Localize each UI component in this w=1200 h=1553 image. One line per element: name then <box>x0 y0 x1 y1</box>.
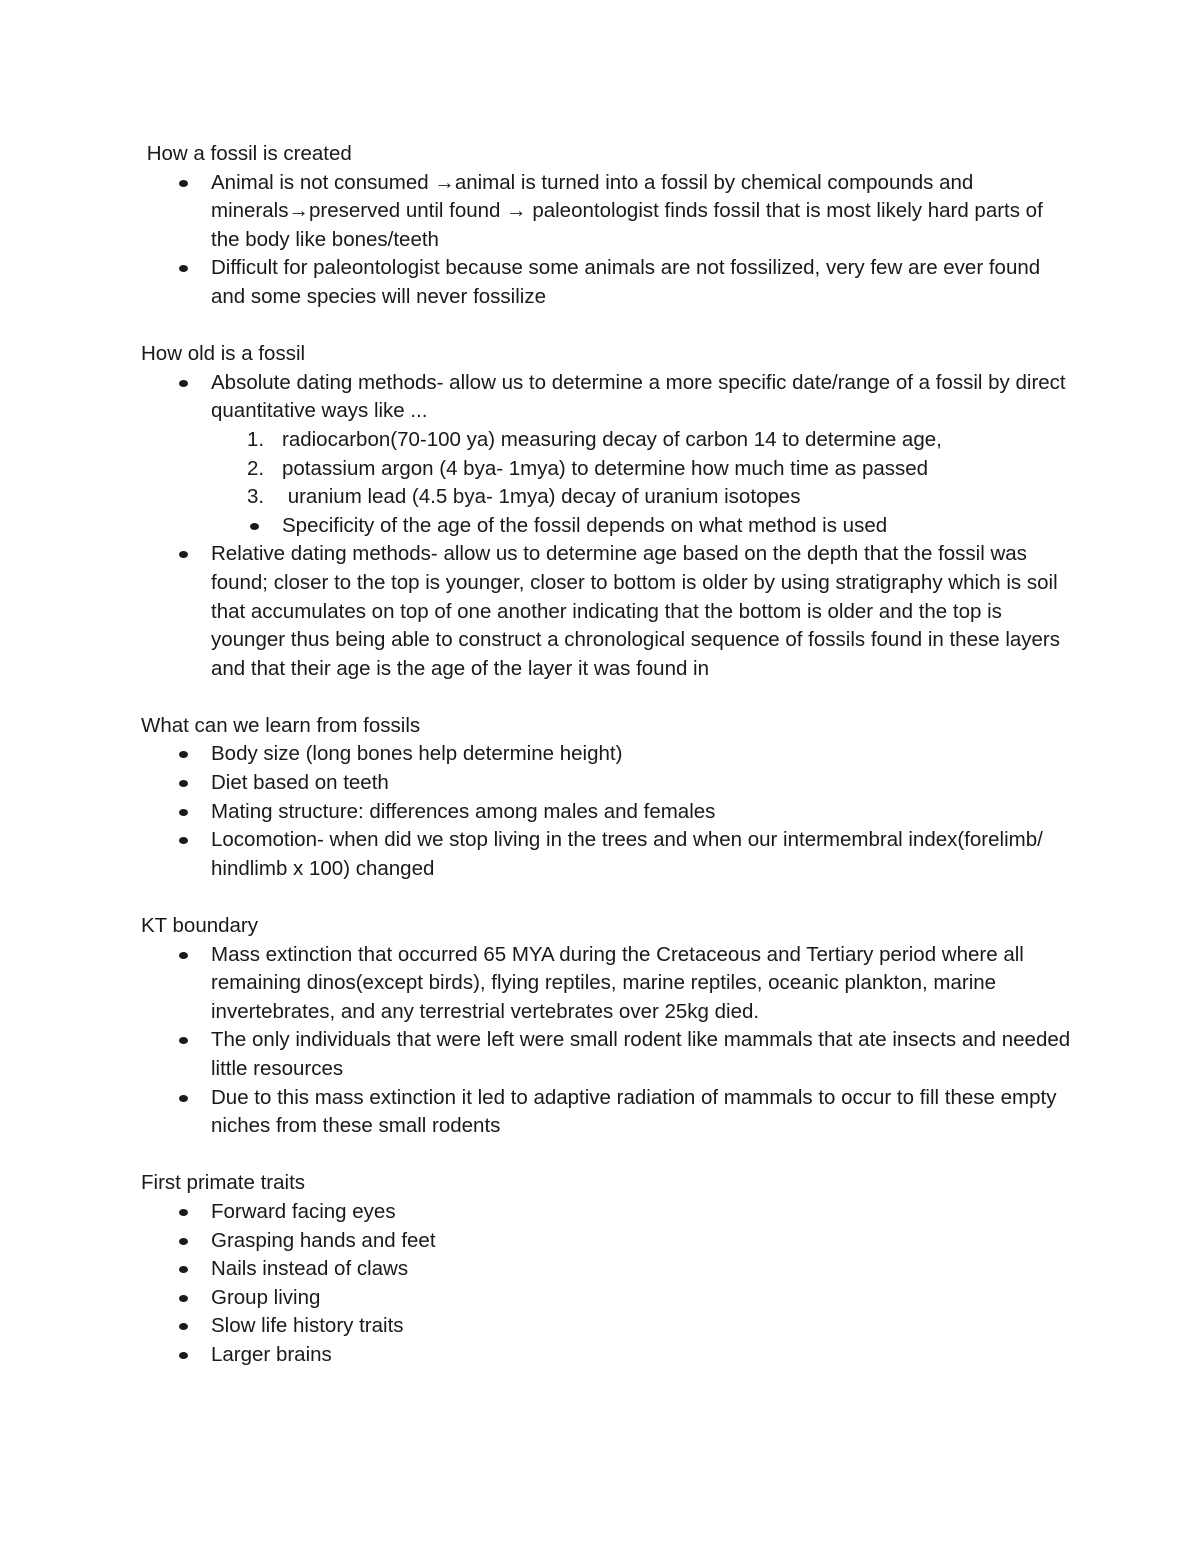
numbered-item-text: potassium argon (4 bya- 1mya) to determine how much time as passed <box>282 456 929 480</box>
section-heading: How old is a fossil <box>141 342 306 366</box>
list-item <box>141 798 1071 827</box>
list-item <box>141 1198 1071 1227</box>
list-item <box>141 1227 1071 1256</box>
list-item-text: Nails instead of claws <box>211 1257 409 1281</box>
list-item <box>141 540 1071 683</box>
section-heading: How a fossil is created <box>141 142 352 165</box>
section-fossil-learnings <box>141 712 1071 884</box>
list-item <box>141 369 1071 541</box>
list-item-text: Larger brains <box>211 1342 332 1366</box>
list-item-text: Mating structure: differences among males and females <box>211 799 716 823</box>
bullet-list <box>141 740 1071 883</box>
list-item-text: Grasping hands and feet <box>211 1228 436 1252</box>
section-kt-boundary <box>141 912 1076 1141</box>
sub-bullet-list <box>211 512 1071 541</box>
list-item <box>141 1255 1071 1284</box>
list-item <box>141 1312 1071 1341</box>
list-item <box>141 1084 1071 1141</box>
list-item <box>141 769 1071 798</box>
list-item-text: Relative dating methods- allow us to determine age based on the depth that the fossil was found; closer to the top is younger, closer to bottom is older by using stratigraphy which is soil that accumulates on top of one another indicating that the bottom is older and the top is younger thus being able to construct a chronological sequence of fossils found in these layers and that their age is the age of the layer it was found in <box>211 542 1066 680</box>
list-item-text: Body size (long bones help determine height) <box>211 742 623 766</box>
section-heading: First primate traits <box>141 1171 306 1195</box>
list-item-text: The only individuals that were left were small rodent like mammals that ate insects and needed little resources <box>211 1028 1076 1080</box>
list-item-text: Animal is not consumed →animal is turned into a fossil by chemical compounds and minerals→preserved until found → paleontologist finds fossil that is most likely hard parts of the body like bones/teeth <box>211 170 1049 251</box>
sub-list-item-text: Specificity of the age of the fossil depends on what method is used <box>282 513 888 537</box>
numbered-item <box>141 455 1071 484</box>
bullet-list <box>141 369 1071 684</box>
item-number: 1. <box>247 427 265 451</box>
numbered-item-text: uranium lead (4.5 bya- 1mya) decay of uranium isotopes <box>282 485 801 509</box>
section-heading: What can we learn from fossils <box>141 713 421 737</box>
list-item <box>141 1284 1071 1313</box>
list-item <box>141 1026 1076 1083</box>
list-item <box>141 826 1071 883</box>
numbered-list <box>211 426 1071 512</box>
list-item-text: Forward facing eyes <box>211 1199 396 1223</box>
section-heading: KT boundary <box>141 914 259 938</box>
list-item <box>141 169 1071 255</box>
numbered-item-text: radiocarbon(70-100 ya) measuring decay of carbon 14 to determine age, <box>282 427 942 451</box>
bullet-list <box>141 1198 1071 1370</box>
list-item-text: Group living <box>211 1285 321 1309</box>
item-number: 3. <box>247 485 265 509</box>
section-fossil-age <box>141 340 1071 683</box>
numbered-item <box>141 483 1071 512</box>
list-item-text: Absolute dating methods- allow us to determine a more specific date/range of a fossil by direct quantitative ways like ... <box>211 370 1072 423</box>
list-item <box>141 740 1071 769</box>
list-item-text: Diet based on teeth <box>211 771 389 795</box>
list-item-text: Mass extinction that occurred 65 MYA during the Cretaceous and Tertiary period where all remaining dinos(except birds), flying reptiles, marine reptiles, oceanic plankton, marine invertebrates, and any terrestrial vertebrates over 25kg died. <box>211 942 1030 1023</box>
list-item <box>141 254 1071 311</box>
list-item <box>141 941 1071 1027</box>
sub-list-item <box>141 512 1071 541</box>
list-item-text: Difficult for paleontologist because some animals are not fossilized, very few are ever found and some species will never fossilize <box>211 256 1046 308</box>
bullet-list <box>141 941 1076 1141</box>
list-item <box>141 1341 1071 1370</box>
list-item-text: Due to this mass extinction it led to adaptive radiation of mammals to occur to fill these empty niches from these small rodents <box>211 1085 1063 1138</box>
list-item-text: Locomotion- when did we stop living in the trees and when our intermembral index(forelimb/ hindlimb x 100) changed <box>211 828 1049 880</box>
item-number: 2. <box>247 456 265 480</box>
section-primate-traits <box>141 1169 1071 1369</box>
document-content <box>141 140 1076 1398</box>
list-item-text: Slow life history traits <box>211 1314 404 1338</box>
numbered-item <box>141 426 1071 455</box>
section-fossil-creation <box>141 140 1071 312</box>
bullet-list <box>141 169 1071 312</box>
